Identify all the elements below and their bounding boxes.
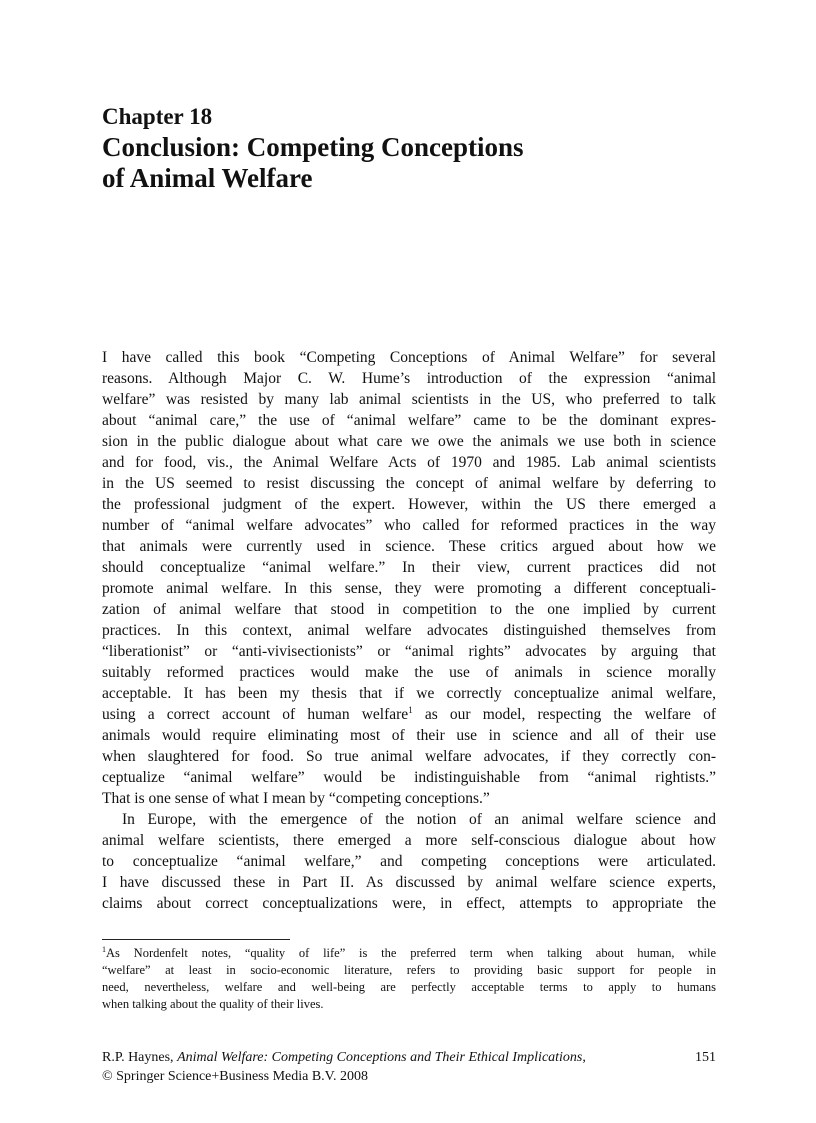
footer-citation-row <box>102 1048 716 1067</box>
text-line: animal welfare scientists, there emerged a more self-conscious dialogue about how <box>102 832 716 849</box>
footnote-line <box>102 945 716 962</box>
footnote-reference[interactable]: 1 <box>408 704 413 715</box>
text-line: that animals were currently used in science. These critics argued about how we <box>102 538 716 555</box>
chapter-title <box>102 132 662 194</box>
text-line: zation of animal welfare that stood in competition to the one implied by current <box>102 601 716 618</box>
text-line: the professional judgment of the expert. However, within the US there emerged a <box>102 496 716 513</box>
text-line: In Europe, with the emergence of the notion of an animal welfare science and <box>122 811 716 828</box>
text-line: I have called this book “Competing Conceptions of Animal Welfare” for several <box>102 349 716 366</box>
text-line: welfare” was resisted by many lab animal scientists in the US, who preferred to talk <box>102 391 716 408</box>
text-fragment: using a correct account of human welfare <box>102 706 409 723</box>
text-fragment: as our model, respecting the welfare of <box>412 706 716 723</box>
text-line: That is one sense of what I mean by “competing conceptions.” <box>102 790 490 807</box>
punctuation: , <box>582 1050 586 1065</box>
text-line: reasons. Although Major C. W. Hume’s introduction of the expression “animal <box>102 370 716 387</box>
footnote <box>102 945 716 1013</box>
text-line: to conceptualize “animal welfare,” and competing conceptions were articulated. <box>102 853 716 870</box>
footnote-marker: 1 <box>102 944 106 954</box>
chapter-label: Chapter 18 <box>102 104 213 129</box>
footnote-text: As Nordenfelt notes, “quality of life” is the preferred term when talking about human, while <box>106 946 716 960</box>
text-line: about “animal care,” the use of “animal welfare” came to be the dominant expres- <box>102 412 716 429</box>
text-line: number of “animal welfare advocates” who called for reformed practices in the way <box>102 517 716 534</box>
chapter-title-line: of Animal Welfare <box>102 163 313 193</box>
footnote-line: “welfare” at least in socio-economic literature, refers to providing basic support for people in <box>102 963 716 977</box>
footnote-line: when talking about the quality of their lives. <box>102 997 324 1011</box>
text-line: acceptable. It has been my thesis that if we correctly conceptualize animal welfare, <box>102 685 716 702</box>
page-footer <box>102 1048 716 1086</box>
text-line: “liberationist” or “anti-vivisectionists” or “animal rights” advocates by arguing that <box>102 643 716 660</box>
page-number: 151 <box>695 1050 716 1065</box>
text-line: suitably reformed practices would make the use of animals in science morally <box>102 664 716 681</box>
text-line: promote animal welfare. In this sense, they were promoting a different conceptuali- <box>102 580 716 597</box>
author: R.P. Haynes, <box>102 1050 178 1065</box>
text-line: I have discussed these in Part II. As discussed by animal welfare science experts, <box>102 874 716 891</box>
text-line: claims about correct conceptualizations were, in effect, attempts to appropriate the <box>102 895 716 912</box>
text-line: sion in the public dialogue about what care we owe the animals we use both in science <box>102 433 716 450</box>
text-line: animals would require eliminating most of their use in science and all of their use <box>102 727 716 744</box>
text-line: should conceptualize “animal welfare.” In their view, current practices did not <box>102 559 716 576</box>
text-line: and for food, vis., the Animal Welfare Acts of 1970 and 1985. Lab animal scientists <box>102 454 716 471</box>
footnote-line: need, nevertheless, welfare and well-being are perfectly acceptable terms to apply to humans <box>102 980 716 994</box>
paragraph <box>102 809 716 914</box>
text-line-with-footnote <box>102 704 716 725</box>
text-line: ceptualize “animal welfare” would be indistinguishable from “animal rightists.” <box>102 769 716 786</box>
paragraph <box>102 347 716 809</box>
copyright: © Springer Science+Business Media B.V. 2008 <box>102 1069 368 1084</box>
text-line: practices. In this context, animal welfare advocates distinguished themselves from <box>102 622 716 639</box>
text-line: when slaughtered for food. So true animal welfare advocates, if they correctly con- <box>102 748 716 765</box>
chapter-title-line: Conclusion: Competing Conceptions <box>102 132 524 162</box>
text-line: in the US seemed to resist discussing the concept of animal welfare by deferring to <box>102 475 716 492</box>
book-title: Animal Welfare: Competing Conceptions and Their Ethical Implications <box>177 1050 583 1065</box>
book-citation <box>102 1048 586 1067</box>
footnote-divider <box>102 939 290 940</box>
body-text <box>102 347 716 914</box>
